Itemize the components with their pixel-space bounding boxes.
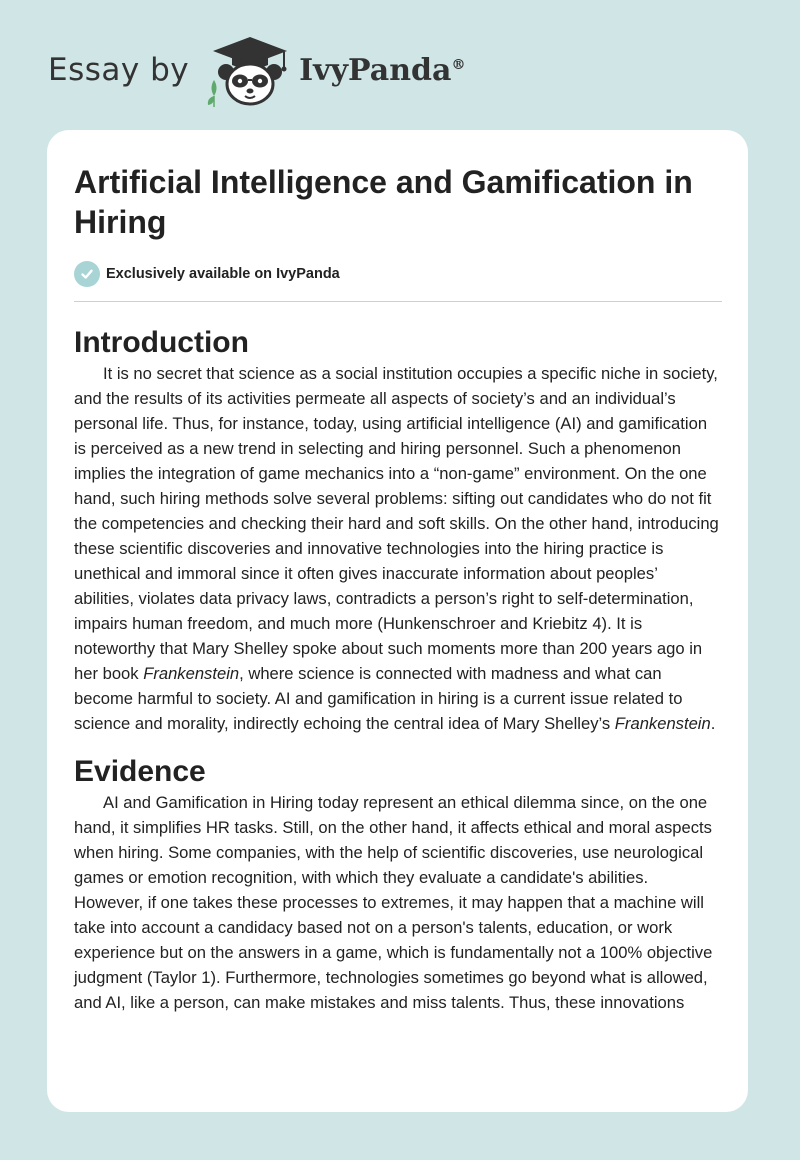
paragraph-line: her book Frankenstein, where science is connected with madness and what can bbox=[74, 664, 662, 683]
paragraph-line: hand, it simplifies HR tasks. Still, on the other hand, it affects ethical and moral aspects bbox=[74, 818, 712, 837]
paragraph-line: and AI, like a person, can make mistakes and miss talents. Thus, these innovations bbox=[74, 993, 685, 1012]
paragraph-line: It is no secret that science as a social institution occupies a specific niche in society, bbox=[103, 364, 718, 383]
book-title: Frankenstein bbox=[143, 664, 240, 683]
paragraph-line: is perceived as a new trend in selecting and hiring personnel. Such a phenomenon bbox=[74, 439, 681, 458]
paragraph-line: judgment (Taylor 1). Furthermore, technologies sometimes go beyond what is allowed, bbox=[74, 968, 708, 987]
book-title: Frankenstein bbox=[614, 714, 711, 733]
section-heading-evidence: Evidence bbox=[74, 755, 206, 788]
evidence-paragraph bbox=[74, 790, 722, 1015]
section-heading-introduction: Introduction bbox=[74, 326, 249, 359]
paragraph-line: However, if one takes these processes to extremes, it may happen that a machine will bbox=[74, 893, 704, 912]
paragraph-line: the competencies and checking their hard and soft skills. On the other hand, introducing bbox=[74, 514, 719, 533]
divider bbox=[74, 301, 722, 302]
paragraph-line: and the results of its activities permeate all aspects of society’s and an individual’s bbox=[74, 389, 676, 408]
paragraph-line: noteworthy that Mary Shelley spoke about such moments more than 200 years ago in bbox=[74, 639, 703, 658]
paragraph-line: when hiring. Some companies, with the help of scientific discoveries, use neurological bbox=[74, 843, 704, 862]
paragraph-line: unethical and immoral since it often gives inaccurate information about peoples’ bbox=[74, 564, 658, 583]
brand-name: IvyPanda® bbox=[299, 52, 466, 88]
paragraph-line: games or emotion recognition, with which they evaluate a candidate's abilities. bbox=[74, 868, 649, 887]
paragraph-line: impairs human freedom, and much more (Hunkenschroer and Kriebitz 4). It is bbox=[74, 614, 643, 633]
paragraph-line: become harmful to society. AI and gamification in hiring is a current issue related to bbox=[74, 689, 683, 708]
brand-prefix: Essay by bbox=[48, 52, 190, 88]
paragraph-line: implies the integration of game mechanics into a “non-game” environment. On the one bbox=[74, 464, 707, 483]
paragraph-line: experience but on the answers in a game, which is fundamentally not a 100% objective bbox=[74, 943, 713, 962]
exclusive-badge bbox=[74, 260, 722, 288]
paragraph-line: AI and Gamification in Hiring today represent an ethical dilemma since, on the one bbox=[103, 793, 708, 812]
paragraph-line: take into account a candidacy based not on a person's talents, education, or work bbox=[74, 918, 673, 937]
paragraph-line: abilities, violates data privacy laws, contradicts a person’s right to self-determination, bbox=[74, 589, 694, 608]
essay-card bbox=[47, 130, 748, 1112]
paragraph-line: personal life. Thus, for instance, today, using artificial intelligence (AI) and gamification bbox=[74, 414, 708, 433]
paragraph-line: science and morality, indirectly echoing the central idea of Mary Shelley’s Frankenstein. bbox=[74, 714, 716, 733]
ivypanda-logo-icon[interactable] bbox=[205, 32, 295, 108]
introduction-paragraph bbox=[74, 361, 722, 736]
paragraph-line: hand, such hiring methods solve several problems: sifting out candidates who do not fit bbox=[74, 489, 712, 508]
page-title: Artificial Intelligence and Gamification in Hiring bbox=[74, 164, 693, 240]
paragraph-line: these scientific discoveries and innovative technologies into the hiring practice is bbox=[74, 539, 664, 558]
exclusive-badge-label: Exclusively available on IvyPanda bbox=[106, 266, 340, 282]
checkmark-icon bbox=[74, 261, 100, 287]
site-header bbox=[48, 30, 465, 110]
